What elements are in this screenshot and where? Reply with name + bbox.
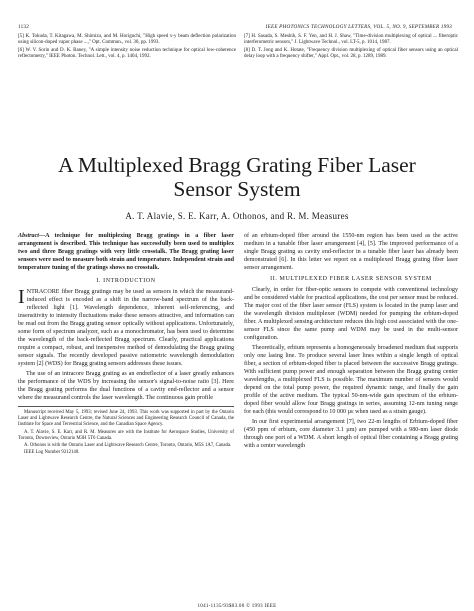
abstract-text: —A technique for multiplexing Bragg gratings in a fiber laser arrangement is described. This technique has successfully been used to multiplex two and three Bragg gratings with very little crosstalk. The Bragg grating laser sensors were used to measure both strain and temperature. Independent strain and temperature tuning of the gratings shows no crosstalk. — [18, 233, 234, 271]
reference-item: [6] W. V. Sorin and D. K. Baney, "A simple intensity noise reduction technique for optical low-coherence reflectometry," IEEE Photon. Technol. Lett., vol. 4, p. 1404, 1992. — [18, 47, 236, 60]
intro-paragraph-text: NTRACORE fiber Bragg gratings may be used as sensors in which the measurand-induced effect is encoded as a shift in the narrow-band spectrum of the back-reflected light [1]. Wavelength dependence, inherent self-referencing, and insensitivity to intensity fluctuations make these sensors attractive, and information can be read out from the Bragg grating sensor optically without applications. Unfortunately, some form of spectrum analyzer, such as a monochromator, has been used to determine the wavelength of the back-reflected Bragg spectrum. Clearly, practical applications require a compact, robust, and inexpensive method of demodulating the Bragg grating sensor signals. The recently developed passive ratiometric wavelength demodulation system [2] (WDS) for Bragg grating sensors addresses these issues. — [18, 289, 234, 367]
paper-authors: A. T. Alavie, S. E. Karr, A. Othonos, and R. M. Measures — [125, 211, 349, 221]
footnote-item: A. T. Alavie, S. E. Karr, and R. M. Measures are with the Institute for Aerospace Studies, University of Toronto, Downsview, Ontario M3H 5T6 Canada. — [18, 429, 234, 441]
body-paragraph: In our first experimental arrangement [7], two 22-m lengths of Erbium-doped fiber (450 ppm of erbium, core diameter 3.1 µm) are pumped with a 980-nm laser diode through one port of a WDM. A short length of optical fiber containing a Bragg grating with a center wavelength — [244, 419, 458, 449]
copyright-footer: 1041-1135/93$03.00 © 1993 IEEE — [197, 604, 277, 609]
body-paragraph: of an erbium-doped fiber around the 1550-nm region has been used as the active medium in a tunable fiber laser arrangement [4], [5]. The improved performance of a single Bragg grating as cavity end-reflector in a tunable fiber laser has already been demonstrated [6]. In this letter we report on a multiplexed Bragg grating fiber laser sensor arrangement. — [244, 233, 458, 271]
journal-header: IEEE PHOTONICS TECHNOLOGY LETTERS, VOL. 5, NO. 9, SEPTEMBER 1993 — [265, 24, 452, 30]
reference-item: [8] D. T. Jong and K. Hotate, "Frequency division multiplexing of optical fiber sensors using an optical delay loop with a frequency shifter," Appl. Opt., vol. 28, p. 1289, 1989. — [244, 47, 458, 60]
references-right — [244, 34, 458, 62]
right-column — [244, 232, 458, 452]
drop-cap: I — [18, 286, 25, 308]
abstract-lead: Abstract — [18, 233, 39, 239]
reference-item: [5] K. Tokuda, T. Kitagawa, M. Shimizu, and M. Horiguchi, "High speed x-y beam deflection polarization using silicon-doped vapor phase ...," Opt. Commun., vol. 30, pp. 1993. — [18, 34, 236, 46]
footnote-item: A. Othonos is with the Ontario Laser and Lightwave Research Centre, Toronto, Ontario, M5S 1A7, Canada. — [24, 443, 232, 449]
body-paragraph: Theoretically, erbium represents a homogeneously broadened medium that supports only one lasing line. To produce several laser lines within a single length of optical fiber, a section of erbium-doped fiber is placed between the successive Bragg gratings. With sufficient pump power and enough separation between the Bragg grating center wavelengths, a multiplexed FLS is possible. The maximum number of sensors would depend on the total pump power, the required dynamic range, and finally the gain profile of the active medium. The typical 50-nm-wide gain spectrum of the erbium-doped fiber would allow four Bragg gratings in series, assuming 12-nm tuning range for each (this would correspond to 10 000 µε when used as a strain gauge). — [244, 345, 458, 415]
intro-paragraph: The use of an intracore Bragg grating as an endreflector of a laser greatly enhances the performance of the WDS by increasing the sensor's signal-to-noise ratio [3]. Here the Bragg grating performs the dual functions of a cavity end-reflector and a sensor where the measurand controls the laser wavelength. The continuous gain profile — [18, 371, 234, 401]
footnotes — [18, 406, 234, 456]
reference-item: [7] H. Sasada, S. Meshih, S. F. Yen, and H. J. Shaw, "Time-division multiplexing of optical ... fiberoptic interferometric sensors," J. Lightwave Technol., vol. LT-5, p. 1014, 1987. — [244, 34, 458, 46]
references-left — [18, 34, 236, 62]
intro-paragraph — [18, 288, 234, 368]
footnote-item: IEEE Log Number 9212148. — [24, 450, 80, 456]
paper-title: A Multiplexed Bragg Grating Fiber Laser Sensor System — [58, 153, 416, 201]
section-heading-introduction: I. INTRODUCTION — [96, 278, 156, 284]
page-number: 1132 — [18, 24, 29, 30]
left-column — [18, 232, 234, 457]
abstract — [18, 232, 234, 272]
section-heading-multiplexed: II. MULTIPLEXED FIBER LASER SENSOR SYSTEM — [270, 276, 432, 282]
footnote-item: Manuscript received May 5, 1993; revised June 24, 1993. This work was supported in part by the Ontario Laser and Lightwave Research Centre, the Natural Sciences and Engineering Research Council of Canada, the Institute for Space and Terrestrial Science, and the Canadian Space Agency. — [18, 410, 234, 428]
body-paragraph: Clearly, in order for fiber-optic sensors to compete with conventional technology and be considered viable for practical applications, the cost per sensor must be reduced. The major cost of the fiber laser sensor (FLS) system is located in the pump laser and the wavelength division multiplexer (WDM) needed for pumping the erbium-doped fiber. A multiplexed sensing architecture reduces this high cost associated with the one-sensor FLS since the same pump and WDM may be used in the multi-sensor configuration. — [244, 287, 458, 341]
